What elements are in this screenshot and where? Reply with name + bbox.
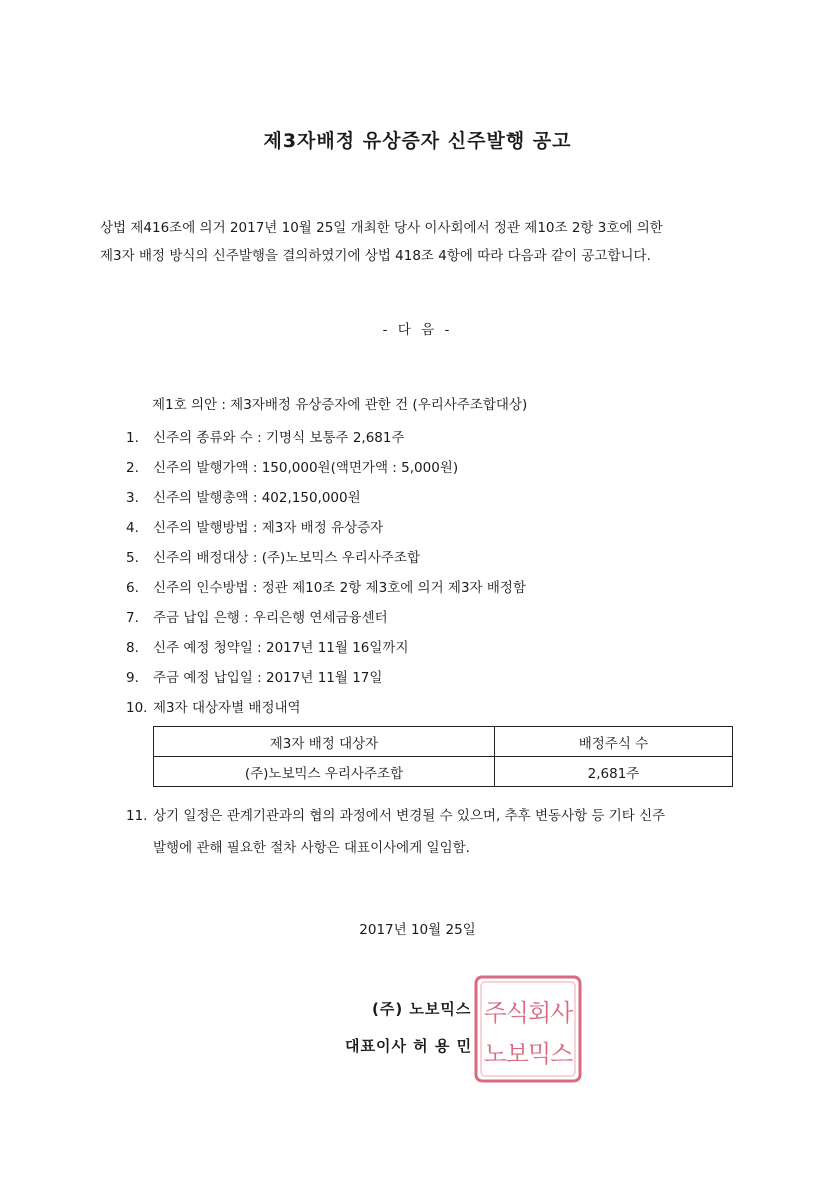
notice-title: 제3자배정 유상증자 신주발행 공고 xyxy=(263,130,572,152)
notice-date: 2017년 10월 25일 xyxy=(359,922,476,938)
item-text: 주금 납입 은행 : 우리은행 연세금융센터 xyxy=(153,610,388,626)
item-text: 신주의 인수방법 : 정관 제10조 2항 제3호에 의거 제3자 배정함 xyxy=(153,580,527,596)
item-text xyxy=(153,800,746,864)
item-text: 신주의 종류와 수 : 기명식 보통주 2,681주 xyxy=(153,430,405,446)
representative-name: 대표이사 허 용 민 xyxy=(345,1037,473,1055)
item-text-line-2: 발행에 관해 필요한 절차 사항은 대표이사에게 일임함. xyxy=(153,840,470,856)
item-number: 1. xyxy=(126,430,139,446)
table-header-cell: 배정주식 수 xyxy=(495,727,733,757)
company-name: (주) 노보믹스 xyxy=(372,1000,472,1018)
item-text: 주금 예정 납입일 : 2017년 11월 17일 xyxy=(153,670,383,686)
item-text: 제3자 대상자별 배정내역 xyxy=(153,700,301,716)
item-number: 6. xyxy=(126,580,139,596)
list-item xyxy=(126,573,746,603)
item-text: 신주의 발행총액 : 402,150,000원 xyxy=(153,490,361,506)
intro-paragraph xyxy=(100,214,750,270)
item-number: 5. xyxy=(126,550,139,566)
list-item xyxy=(126,483,746,513)
item-number: 9. xyxy=(126,670,139,686)
item-text: 신주의 발행방법 : 제3자 배정 유상증자 xyxy=(153,520,384,536)
item-number: 8. xyxy=(126,640,139,656)
agenda-title: 제1호 의안 : 제3자배정 유상증자에 관한 건 (우리사주조합대상) xyxy=(152,397,528,413)
item-number: 7. xyxy=(126,610,139,626)
section-heading-dahm: - 다 음 - xyxy=(382,322,453,338)
item-number: 2. xyxy=(126,460,139,476)
company-seal-stamp xyxy=(472,974,584,1084)
list-item xyxy=(126,663,746,693)
allocation-table xyxy=(153,726,733,787)
table-cell: (주)노보믹스 우리사주조합 xyxy=(154,757,495,787)
seal-text-bottom: 노보믹스 xyxy=(483,1040,573,1068)
item-number: 4. xyxy=(126,520,139,536)
item-number: 3. xyxy=(126,490,139,506)
intro-line-1: 상법 제416조에 의거 2017년 10월 25일 개최한 당사 이사회에서 정관 제10조 2항 3호에 의한 xyxy=(100,220,663,236)
seal-text-top: 주식회사 xyxy=(483,999,573,1027)
list-item xyxy=(126,423,746,453)
table-cell: 2,681주 xyxy=(495,757,733,787)
table-row xyxy=(154,757,733,787)
list-item xyxy=(126,693,746,723)
item-list xyxy=(126,423,746,723)
list-item xyxy=(126,513,746,543)
table-header-cell: 제3자 배정 대상자 xyxy=(154,727,495,757)
list-item xyxy=(126,543,746,573)
list-item xyxy=(126,453,746,483)
item-text-line-1: 상기 일정은 관계기관과의 협의 과정에서 변경될 수 있으며, 추후 변동사항 등 기타 신주 xyxy=(153,808,666,824)
list-item xyxy=(126,603,746,633)
item-text: 신주의 발행가액 : 150,000원(액면가액 : 5,000원) xyxy=(153,460,459,476)
item-text: 신주 예정 청약일 : 2017년 11월 16일까지 xyxy=(153,640,409,656)
item-number: 10. xyxy=(126,700,148,716)
item-text: 신주의 배정대상 : (주)노보믹스 우리사주조합 xyxy=(153,550,420,566)
table-header-row xyxy=(154,727,733,757)
list-item xyxy=(126,633,746,663)
item-number: 11. xyxy=(126,808,148,824)
intro-line-2: 제3자 배정 방식의 신주발행을 결의하였기에 상법 418조 4항에 따라 다음과 같이 공고합니다. xyxy=(100,248,651,264)
